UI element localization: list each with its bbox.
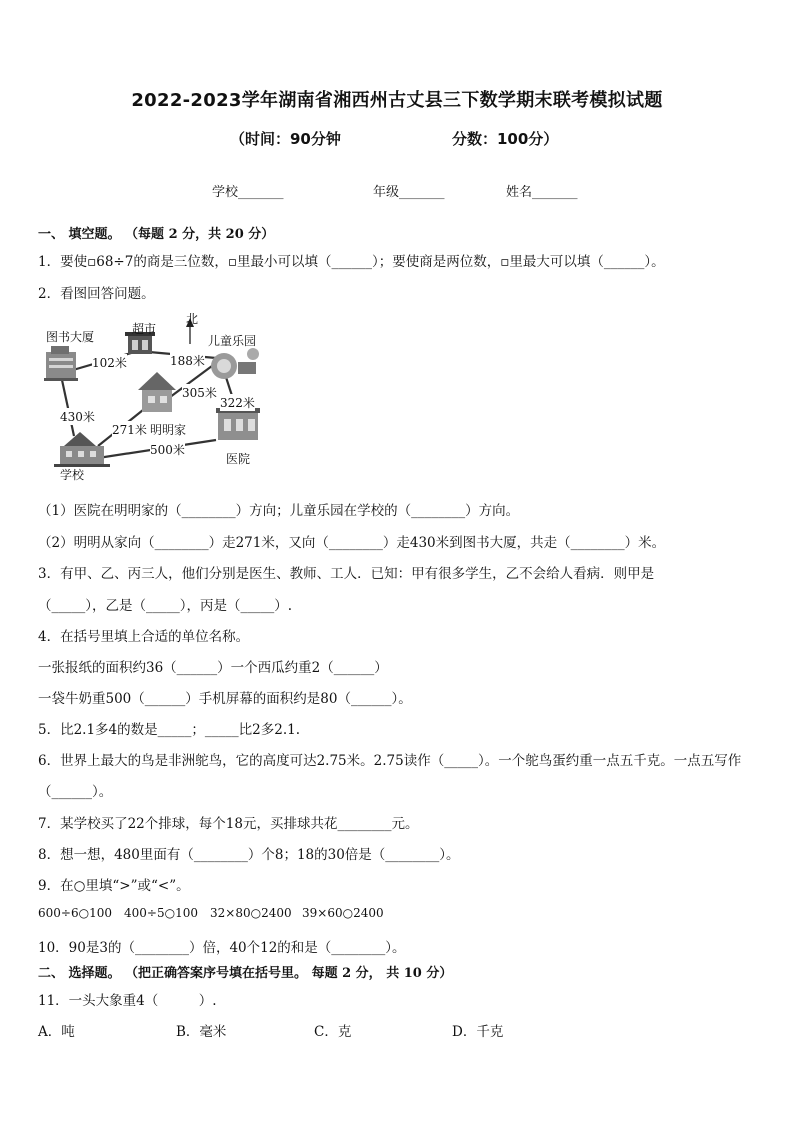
home-icon xyxy=(138,372,176,412)
school-icon xyxy=(54,432,110,467)
distance-home-park: 305米 xyxy=(182,386,217,400)
distance-park-hospital: 322米 xyxy=(220,396,255,410)
option-b: B．毫米 xyxy=(176,1024,227,1040)
distance-library-school: 430米 xyxy=(60,410,95,424)
section-2-heading: 二、 选择题。 （把正确答案序号填在括号里。 每题 2 分， 共 10 分） xyxy=(38,966,453,981)
question-3-line-2: （_____），乙是（_____），丙是（_____）. xyxy=(38,598,293,614)
question-5: 5．比2.1多4的数是_____；_____比2多2.1. xyxy=(38,722,300,738)
question-9: 9．在○里填“>”或“<”。 xyxy=(38,878,190,894)
name-field: 姓名_______ xyxy=(506,185,578,200)
map-label-home: 明明家 xyxy=(150,423,187,437)
grade-field: 年级_______ xyxy=(373,185,445,200)
map-label-school: 学校 xyxy=(60,468,85,482)
map-label-market: 超市 xyxy=(132,322,157,336)
question-11: 11．一头大象重4（ ）. xyxy=(38,993,217,1009)
distance-library-market: 102米 xyxy=(92,356,127,370)
distance-school-home: 271米 xyxy=(112,423,147,437)
question-9-item: 39×60○2400 xyxy=(302,906,384,920)
map-figure xyxy=(38,308,278,482)
map-label-library: 图书大厦 xyxy=(46,330,95,344)
question-2: 2．看图回答问题。 xyxy=(38,286,155,302)
question-2-part-2: （2）明明从家向（________）走271米，又向（________）走430米到图书大厦，共走（________）米。 xyxy=(38,535,666,551)
park-icon xyxy=(211,348,259,379)
question-8: 8．想一想，480里面有（________）个8；18的30倍是（________）。 xyxy=(38,847,460,863)
option-a: A．吨 xyxy=(38,1024,75,1040)
distance-market-park: 188米 xyxy=(170,354,205,368)
question-6-line-1: 6．世界上最大的鸟是非洲鸵鸟，它的高度可达2.75米。2.75读作（_____）。一个鸵鸟蛋约重一点五千克。一点五写作 xyxy=(38,753,742,769)
distance-school-hospital: 500米 xyxy=(150,443,185,457)
question-6-line-2: （______）。 xyxy=(38,784,113,800)
question-9-item: 32×80○2400 xyxy=(210,906,292,920)
library-icon xyxy=(44,346,78,381)
map-label-park: 儿童乐园 xyxy=(208,334,257,348)
section-1-heading: 一、 填空题。 （每题 2 分，共 20 分） xyxy=(38,227,275,242)
question-3-line-1: 3．有甲、乙、丙三人，他们分别是医生、教师、工人．已知：甲有很多学生，乙不会给人看病．则甲是 xyxy=(38,566,655,582)
exam-time: （时间：90分钟 xyxy=(230,130,341,148)
map-label-hospital: 医院 xyxy=(226,452,251,466)
question-4-line-b: 一袋牛奶重500（______）手机屏幕的面积约是80（______）。 xyxy=(38,691,412,707)
option-c: C．克 xyxy=(314,1024,352,1040)
question-7: 7．某学校买了22个排球，每个18元，买排球共花________元。 xyxy=(38,816,419,832)
school-field: 学校_______ xyxy=(212,185,284,200)
question-9-item: 400÷5○100 xyxy=(124,906,198,920)
question-1: 1．要使▫68÷7的商是三位数，▫里最小可以填（______）；要使商是两位数，▫里最大可以填（______）。 xyxy=(38,254,665,270)
exam-score: 分数：100分） xyxy=(452,130,559,148)
page-title: 2022-2023学年湖南省湘西州古丈县三下数学期末联考模拟试题 xyxy=(131,90,663,111)
option-d: D．千克 xyxy=(452,1024,504,1040)
question-10: 10．90是3的（________）倍，40个12的和是（________）。 xyxy=(38,940,406,956)
question-9-item: 600÷6○100 xyxy=(38,906,112,920)
question-4-line-a: 一张报纸的面积约36（______）一个西瓜约重2（______） xyxy=(38,660,388,676)
question-2-part-1: （1）医院在明明家的（________）方向；儿童乐园在学校的（________）方向。 xyxy=(38,503,520,519)
question-4: 4．在括号里填上合适的单位名称。 xyxy=(38,629,250,645)
hospital-icon xyxy=(216,408,260,440)
map-label-north: 北 xyxy=(186,312,199,326)
